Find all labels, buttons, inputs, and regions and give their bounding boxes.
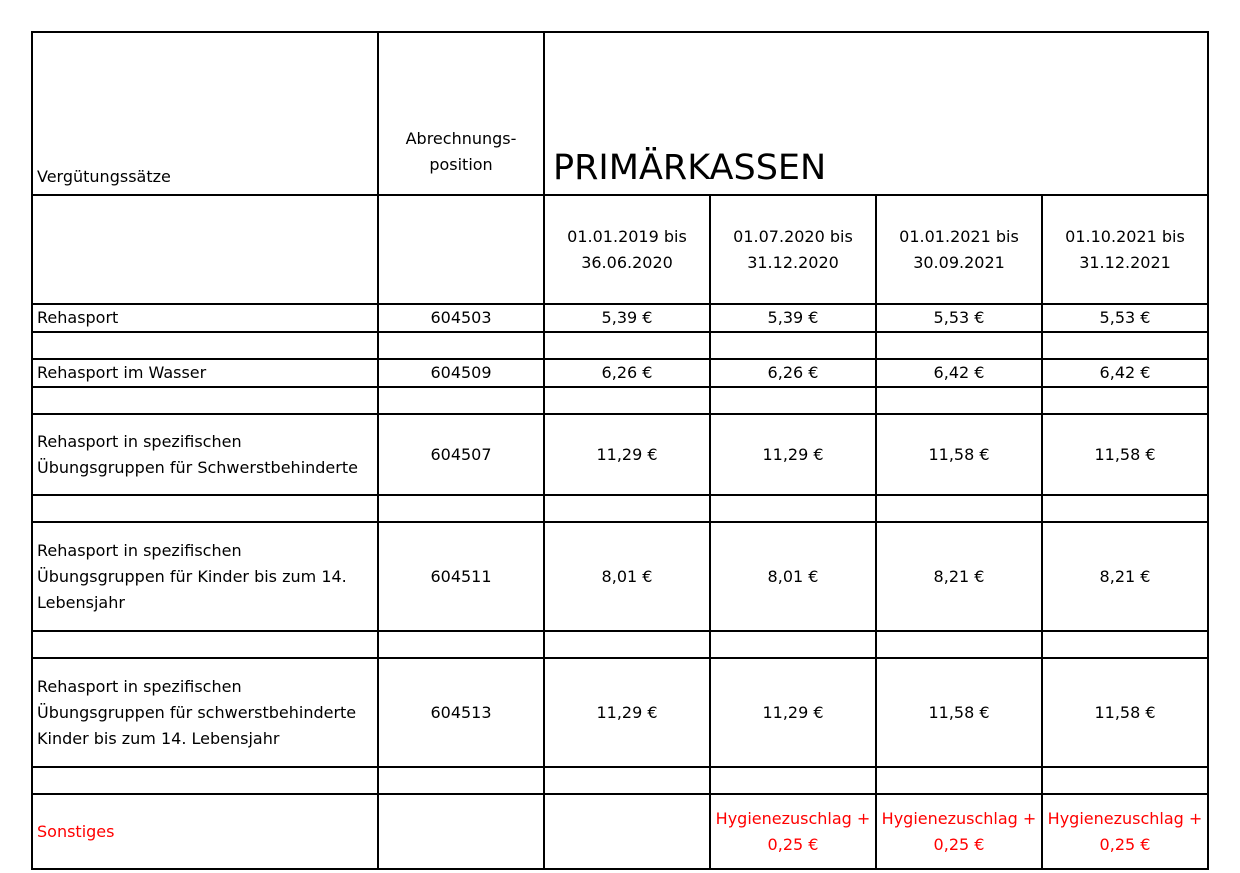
header-position-line2: position	[429, 155, 493, 174]
period-cell	[876, 195, 1042, 304]
header-position-line1: Abrechnungs-	[405, 129, 517, 148]
misc-empty-cell	[378, 794, 544, 869]
row-label: Rehasport im Wasser	[32, 359, 378, 387]
row-value: 11,58 €	[876, 658, 1042, 767]
period-cell	[544, 195, 710, 304]
row-value: 5,39 €	[544, 304, 710, 332]
row-label: Rehasport in spezifischen Übungsgruppen für schwerstbehinderte Kinder bis zum 14. Lebensjahr	[32, 658, 378, 767]
period-start: 01.07.2020 bis	[733, 226, 853, 246]
row-label: Rehasport	[32, 304, 378, 332]
group-title: PRIMÄRKASSEN	[553, 148, 827, 188]
row-value: 5,53 €	[1042, 304, 1208, 332]
period-end: 36.06.2020	[581, 252, 673, 272]
surcharge-cell	[710, 794, 876, 869]
table-row	[32, 522, 1208, 631]
row-position: 604503	[378, 304, 544, 332]
row-value: 8,21 €	[876, 522, 1042, 631]
row-value: 6,26 €	[544, 359, 710, 387]
period-start: 01.10.2021 bis	[1065, 226, 1185, 246]
misc-row	[32, 794, 1208, 869]
surcharge-amount: 0,25 €	[1099, 834, 1151, 854]
period-end: 31.12.2020	[747, 252, 839, 272]
row-value: 11,29 €	[710, 658, 876, 767]
rates-table	[31, 31, 1209, 870]
period-start: 01.01.2019 bis	[567, 226, 687, 246]
row-value: 5,53 €	[876, 304, 1042, 332]
row-value: 11,58 €	[876, 414, 1042, 495]
period-cell	[1042, 195, 1208, 304]
period-end: 31.12.2021	[1079, 252, 1171, 272]
header-label-cell	[32, 32, 378, 195]
row-value: 11,29 €	[544, 414, 710, 495]
period-cell	[710, 195, 876, 304]
table-row	[32, 359, 1208, 387]
table-row	[32, 658, 1208, 767]
row-position: 604507	[378, 414, 544, 495]
spacer-row	[32, 387, 1208, 414]
surcharge-cell	[1042, 794, 1208, 869]
header-label: Vergütungssätze	[37, 167, 171, 186]
row-value: 6,42 €	[876, 359, 1042, 387]
row-value: 11,29 €	[710, 414, 876, 495]
spacer-row	[32, 495, 1208, 522]
group-title-cell	[544, 32, 1208, 195]
spacer-row	[32, 767, 1208, 794]
row-value: 11,29 €	[544, 658, 710, 767]
surcharge-cell	[876, 794, 1042, 869]
period-end: 30.09.2021	[913, 252, 1005, 272]
row-value: 6,42 €	[1042, 359, 1208, 387]
surcharge-amount: 0,25 €	[933, 834, 985, 854]
spacer-row	[32, 631, 1208, 658]
misc-label: Sonstiges	[32, 794, 378, 869]
misc-empty-cell	[544, 794, 710, 869]
row-value: 6,26 €	[710, 359, 876, 387]
row-value: 11,58 €	[1042, 414, 1208, 495]
row-value: 8,21 €	[1042, 522, 1208, 631]
surcharge-text: Hygienezuschlag +	[1047, 808, 1203, 828]
row-position: 604509	[378, 359, 544, 387]
surcharge-text: Hygienezuschlag +	[881, 808, 1037, 828]
table-row	[32, 304, 1208, 332]
row-position: 604513	[378, 658, 544, 767]
header-position-cell	[378, 32, 544, 195]
row-value: 11,58 €	[1042, 658, 1208, 767]
row-value: 8,01 €	[710, 522, 876, 631]
surcharge-text: Hygienezuschlag +	[715, 808, 871, 828]
row-value: 8,01 €	[544, 522, 710, 631]
period-row	[32, 195, 1208, 304]
row-label: Rehasport in spezifischen Übungsgruppen für Kinder bis zum 14. Lebensjahr	[32, 522, 378, 631]
row-value: 5,39 €	[710, 304, 876, 332]
header-row	[32, 32, 1208, 195]
row-position: 604511	[378, 522, 544, 631]
row-label: Rehasport in spezifischen Übungsgruppen für Schwerstbehinderte	[32, 414, 378, 495]
period-start: 01.01.2021 bis	[899, 226, 1019, 246]
period-empty-cell	[32, 195, 378, 304]
period-empty-cell	[378, 195, 544, 304]
surcharge-amount: 0,25 €	[767, 834, 819, 854]
spacer-row	[32, 332, 1208, 359]
table-row	[32, 414, 1208, 495]
